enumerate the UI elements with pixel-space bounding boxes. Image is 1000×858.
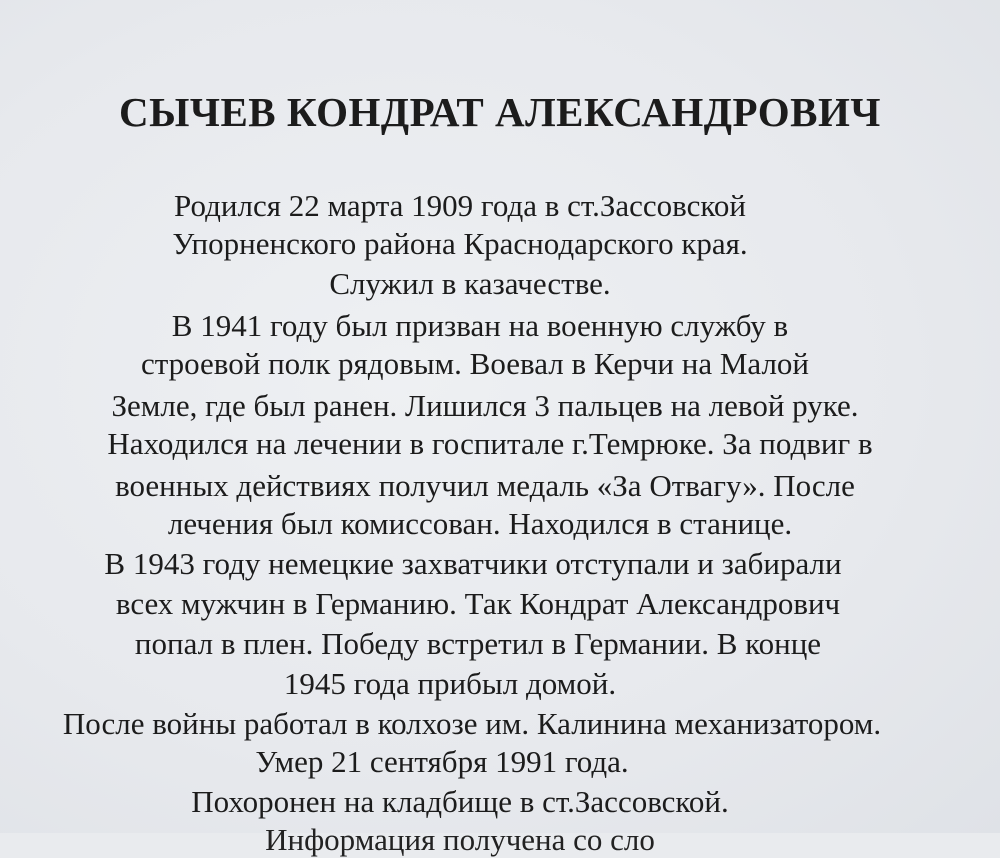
text-line: строевой полк рядовым. Воевал в Керчи на Малой	[140, 346, 809, 381]
text-line: Служил в казачестве.	[329, 266, 611, 301]
text-line: Похоронен на кладбище в ст.Зассовской.	[191, 784, 729, 819]
text-line: военных действиях получил медаль «За Отвагу». После	[115, 468, 855, 503]
text-line: Умер 21 сентября 1991 года.	[255, 744, 629, 779]
text-line: В 1943 году немецкие захватчики отступали и забирали	[104, 546, 842, 581]
text-line: 1945 года прибыл домой.	[283, 666, 617, 701]
text-line: Земле, где был ранен. Лишился 3 пальцев на левой руке.	[111, 388, 859, 423]
text-line-partial: Информация получена со сло	[265, 822, 655, 857]
text-line: После войны работал в колхозе им. Калинина механизатором.	[62, 706, 882, 741]
text-line: В 1941 году был призван на военную службу в	[171, 308, 789, 343]
text-line: лечения был комиссован. Находился в станице.	[167, 506, 793, 541]
text-line: всех мужчин в Германию. Так Кондрат Александрович	[115, 586, 841, 621]
text-line: Родился 22 марта 1909 года в ст.Зассовской	[174, 188, 746, 223]
text-line: Находился на лечении в госпитале г.Темрюке. За подвиг в	[107, 426, 873, 461]
text-line: Упорненского района Краснодарского края.	[172, 226, 748, 261]
page-title: СЫЧЕВ КОНДРАТ АЛЕКСАНДРОВИЧ	[118, 89, 881, 135]
text-line: попал в плен. Победу встретил в Германии. В конце	[134, 626, 822, 661]
